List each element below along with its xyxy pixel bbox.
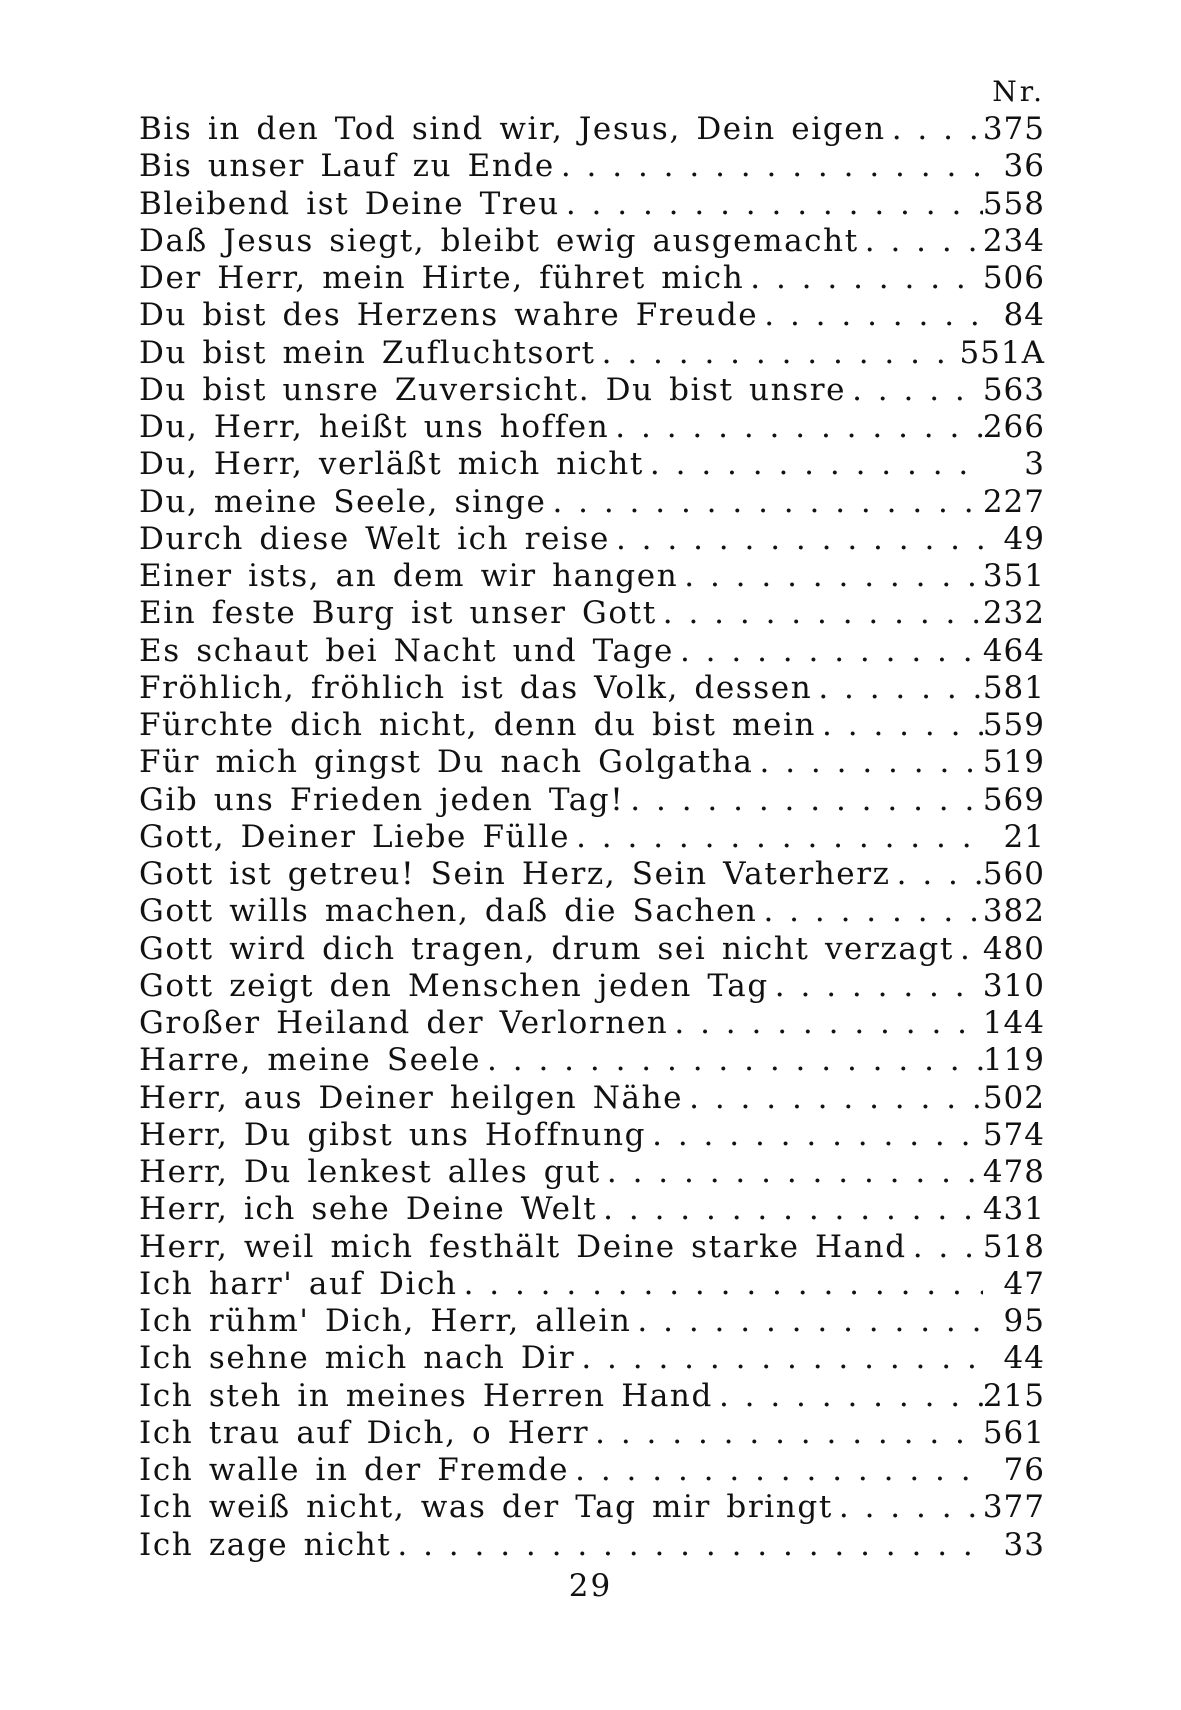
hymn-index-list	[139, 111, 1045, 1564]
entry-title: Daß Jesus siegt, bleibt ewig ausgemacht	[139, 222, 859, 259]
entry-number: 431	[982, 1191, 1045, 1228]
index-entry	[139, 1154, 1045, 1191]
entry-number: 47	[1003, 1265, 1045, 1302]
index-entry	[139, 1005, 1045, 1042]
entry-number: 49	[1003, 520, 1045, 557]
dot-leader	[754, 744, 983, 781]
entry-number: 375	[982, 111, 1045, 147]
dot-leader	[597, 1191, 983, 1228]
entry-title: Herr, weil mich festhält Deine starke Hand	[139, 1228, 907, 1265]
entry-title: Gott wird dich tragen, drum sei nicht verzagt	[139, 930, 954, 967]
entry-number: 560	[982, 856, 1045, 892]
entry-number: 234	[982, 222, 1045, 259]
entry-number: 502	[982, 1079, 1045, 1116]
page-number: 29	[568, 1568, 613, 1604]
dot-leader	[954, 931, 983, 968]
index-entry	[139, 1378, 1045, 1415]
entry-number: 144	[982, 1005, 1045, 1041]
index-entry	[139, 595, 1045, 632]
dot-leader	[769, 968, 983, 1005]
entry-title: Gott wills machen, daß die Sachen	[139, 893, 758, 930]
index-entry	[139, 707, 1045, 744]
entry-title: Herr, aus Deiner heilgen Nähe	[139, 1079, 684, 1116]
entry-title: Ich sehne mich nach Dir	[139, 1340, 576, 1377]
index-entry	[139, 1527, 1045, 1564]
entry-number: 84	[1003, 297, 1045, 334]
index-entry	[139, 148, 1045, 185]
entry-number: 382	[982, 893, 1045, 930]
entry-title: Ich zage nicht	[139, 1526, 392, 1563]
entry-title: Durch diese Welt ich reise	[139, 520, 610, 557]
dot-leader	[744, 260, 983, 297]
entry-title: Ich walle in der Fremde	[139, 1452, 570, 1488]
index-entry	[139, 484, 1045, 521]
entry-title: Ich weiß nicht, was der Tag mir bringt	[139, 1489, 833, 1526]
entry-title: Bis unser Lauf zu Ende	[139, 148, 555, 185]
dot-leader	[758, 297, 983, 334]
dot-leader	[555, 148, 983, 185]
dot-leader	[674, 633, 983, 670]
entry-number: 3	[1024, 446, 1045, 483]
entry-number: 119	[982, 1042, 1045, 1079]
entry-number: 215	[982, 1377, 1045, 1414]
index-entry	[139, 782, 1045, 819]
dot-leader	[886, 111, 983, 148]
entry-number: 581	[982, 669, 1045, 706]
entry-number: 569	[982, 781, 1045, 818]
index-entry	[139, 1191, 1045, 1228]
index-entry	[139, 670, 1045, 707]
entry-title: Gott ist getreu! Sein Herz, Sein Vaterherz	[139, 856, 891, 892]
entry-title: Fürchte dich nicht, denn du bist mein	[139, 707, 817, 743]
dot-leader	[678, 558, 983, 595]
index-entry	[139, 297, 1045, 334]
index-entry	[139, 558, 1045, 595]
dot-leader	[458, 1266, 983, 1303]
index-entry	[139, 633, 1045, 670]
entry-number: 33	[1003, 1526, 1045, 1563]
dot-leader	[575, 1340, 983, 1377]
index-entry	[139, 968, 1045, 1005]
dot-leader	[589, 1415, 983, 1452]
dot-leader	[601, 1154, 983, 1191]
entry-number: 519	[982, 744, 1045, 781]
dot-leader	[812, 670, 983, 707]
dot-leader	[891, 856, 983, 893]
entry-title: Du, Herr, verläßt mich nicht	[139, 446, 644, 483]
index-entry	[139, 893, 1045, 930]
dot-leader	[569, 1452, 983, 1489]
index-entry	[139, 1415, 1045, 1452]
entry-title: Einer ists, an dem wir hangen	[139, 558, 679, 594]
entry-number: 563	[982, 371, 1045, 408]
dot-leader	[816, 707, 983, 744]
dot-leader	[631, 1303, 983, 1340]
entry-title: Für mich gingst Du nach Golgatha	[139, 744, 754, 781]
dot-leader	[481, 1042, 983, 1079]
dot-leader	[713, 1378, 983, 1415]
entry-number: 480	[982, 930, 1045, 967]
entry-number: 518	[982, 1228, 1045, 1265]
dot-leader	[846, 372, 983, 409]
index-entry	[139, 744, 1045, 781]
entry-title: Ich rühm' Dich, Herr, allein	[139, 1303, 632, 1339]
entry-title: Herr, Du gibst uns Hoffnung	[139, 1116, 647, 1153]
entry-title: Du bist mein Zufluchtsort	[139, 334, 596, 371]
entry-title: Ich steh in meines Herren Hand	[139, 1377, 713, 1414]
index-entry	[139, 111, 1045, 148]
entry-title: Bleibend ist Deine Treu	[139, 185, 560, 222]
entry-title: Gott zeigt den Menschen jeden Tag	[139, 967, 769, 1004]
index-entry	[139, 931, 1045, 968]
entry-title: Herr, Du lenkest alles gut	[139, 1154, 601, 1190]
index-entry	[139, 1042, 1045, 1079]
index-entry	[139, 260, 1045, 297]
entry-number: 36	[1003, 148, 1045, 185]
index-entry	[139, 372, 1045, 409]
entry-title: Harre, meine Seele	[139, 1042, 482, 1079]
entry-title: Fröhlich, fröhlich ist das Volk, dessen	[139, 669, 813, 706]
dot-leader	[570, 819, 983, 856]
index-entry	[139, 1229, 1045, 1266]
dot-leader	[646, 1117, 983, 1154]
dot-leader	[624, 782, 983, 819]
index-entry	[139, 1340, 1045, 1377]
index-entry	[139, 186, 1045, 223]
dot-leader	[833, 1489, 983, 1526]
entry-title: Ich harr' auf Dich	[139, 1265, 458, 1302]
index-entry	[139, 223, 1045, 260]
entry-number: 464	[982, 632, 1045, 669]
entry-number: 227	[982, 483, 1045, 520]
entry-title: Du, Herr, heißt uns hoffen	[139, 409, 610, 445]
entry-number: 574	[982, 1116, 1045, 1153]
entry-number: 95	[1003, 1303, 1045, 1339]
entry-number: 561	[982, 1414, 1045, 1451]
dot-leader	[683, 1080, 983, 1117]
index-entry	[139, 409, 1045, 446]
entry-title: Der Herr, mein Hirte, führet mich	[139, 260, 745, 296]
index-entry	[139, 521, 1045, 558]
entry-title: Herr, ich sehe Deine Welt	[139, 1191, 598, 1228]
entry-title: Du, meine Seele, singe	[139, 483, 547, 520]
entry-title: Du bist des Herzens wahre Freude	[139, 297, 759, 334]
index-entry	[139, 446, 1045, 483]
entry-number: 377	[982, 1489, 1045, 1526]
entry-title: Du bist unsre Zuversicht. Du bist unsre	[139, 371, 847, 408]
entry-number: 44	[1003, 1340, 1045, 1377]
entry-title: Es schaut bei Nacht und Tage	[139, 632, 674, 669]
entry-title: Gott, Deiner Liebe Fülle	[139, 818, 571, 855]
number-column-header: Nr.	[992, 75, 1045, 108]
dot-leader	[546, 484, 982, 521]
dot-leader	[907, 1229, 983, 1266]
index-entry	[139, 1266, 1045, 1303]
dot-leader	[560, 186, 983, 223]
index-entry	[139, 1080, 1045, 1117]
dot-leader	[668, 1005, 982, 1042]
index-entry	[139, 856, 1045, 893]
index-entry	[139, 1303, 1045, 1340]
entry-title: Ein feste Burg ist unser Gott	[139, 595, 657, 632]
dot-leader	[391, 1527, 983, 1564]
entry-title: Bis in den Tod sind wir, Jesus, Dein eigen	[139, 111, 886, 147]
entry-number: 478	[982, 1154, 1045, 1190]
entry-number: 76	[1003, 1452, 1045, 1488]
entry-number: 310	[982, 967, 1045, 1004]
entry-title: Großer Heiland der Verlornen	[139, 1005, 669, 1041]
dot-leader	[859, 223, 983, 260]
index-entry	[139, 1489, 1045, 1526]
dot-leader	[644, 446, 983, 483]
entry-number: 559	[982, 707, 1045, 743]
dot-leader	[610, 521, 983, 558]
entry-number: 558	[982, 185, 1045, 222]
index-entry	[139, 1452, 1045, 1489]
entry-number: 232	[982, 595, 1045, 632]
index-entry	[139, 819, 1045, 856]
dot-leader	[757, 893, 982, 930]
entry-title: Gib uns Frieden jeden Tag!	[139, 781, 625, 818]
entry-title: Ich trau auf Dich, o Herr	[139, 1414, 590, 1451]
dot-leader	[657, 595, 983, 632]
entry-number: 351	[982, 558, 1045, 594]
entry-number: 266	[982, 409, 1045, 445]
entry-number: 506	[982, 260, 1045, 296]
index-entry	[139, 1117, 1045, 1154]
entry-number: 551A	[959, 334, 1045, 371]
dot-leader	[609, 409, 983, 446]
entry-number: 21	[1003, 818, 1045, 855]
dot-leader	[596, 335, 960, 372]
index-entry	[139, 335, 1045, 372]
